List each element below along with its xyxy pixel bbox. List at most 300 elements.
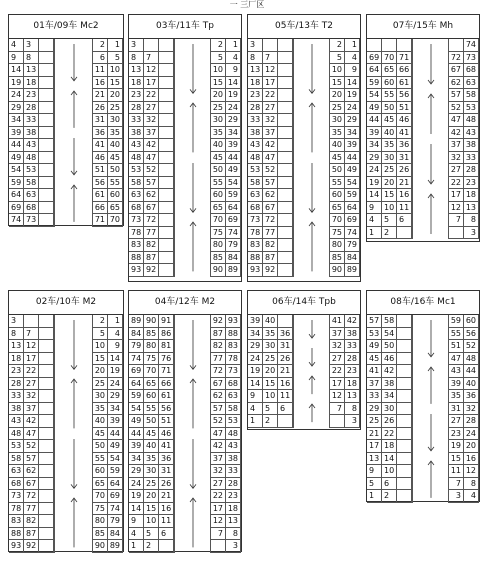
arrow-up-icon [307,402,317,424]
seat-cell: 49 [226,164,241,177]
seat-cell: 19 [129,490,144,503]
seat-cell: 32 [449,152,464,165]
seat-cell [39,465,54,478]
seat-cell: 48 [129,152,144,165]
arrow-up-icon [307,220,317,273]
seat-cell: 62 [211,390,226,403]
seat-cell: 73 [248,214,263,227]
seat-cell: 47 [211,428,226,441]
seat-cell: 42 [263,139,278,152]
seat-cell: 77 [211,353,226,366]
seat-cell [382,39,397,52]
seat-cell: 8 [464,478,479,491]
seat-cell: 51 [159,415,174,428]
seat-cell: 3 [464,227,479,240]
seat-cell: 54 [226,177,241,190]
seat-cell: 61 [93,189,108,202]
seat-cell: 60 [330,189,345,202]
seat-cell: 63 [464,77,479,90]
seat-cell [367,39,382,52]
seat-cell: 24 [248,353,263,366]
seat-cell: 64 [345,202,360,215]
seat-cell: 43 [24,139,39,152]
seat-cell: 20 [144,490,159,503]
seat-cell: 21 [93,89,108,102]
seat-cell: 18 [24,77,39,90]
seat-cell: 44 [108,428,123,441]
seat-cell: 5 [330,52,345,65]
seat-cell: 85 [211,252,226,265]
seat-cell: 23 [226,490,241,503]
seat-cell: 5 [144,528,159,541]
seat-cell: 66 [93,202,108,215]
panel-title: 08车/16车 Mc1 [367,291,479,315]
seat-cell: 24 [9,89,24,102]
seat-cell: 58 [129,177,144,190]
panel-title: 07车/15车 Mh [367,15,479,39]
seat-cell [159,64,174,77]
seat-cell: 48 [464,114,479,127]
seat-cell: 72 [144,214,159,227]
seat-cell: 10 [93,340,108,353]
seat-cell: 58 [226,403,241,416]
seat-cell [159,114,174,127]
seat-cell [330,415,345,428]
seat-cell: 57 [144,177,159,190]
seat-cell: 46 [397,114,412,127]
seat-cell [397,440,412,453]
arrow-up-icon [69,89,79,130]
seat-cell: 45 [211,152,226,165]
seat-cell: 80 [211,239,226,252]
seat-cell: 12 [464,465,479,478]
seat-cell: 28 [129,102,144,115]
seat-cell: 65 [108,202,123,215]
seat-cell: 69 [226,214,241,227]
seat-cell: 13 [367,453,382,466]
seat-cell [39,490,54,503]
seat-cell: 40 [144,440,159,453]
seat-cell: 82 [211,340,226,353]
seat-cell: 54 [345,177,360,190]
seat-cell: 39 [226,139,241,152]
seat-cell: 55 [108,177,123,190]
seat-cell: 51 [449,340,464,353]
seat-cell: 69 [129,365,144,378]
seat-cell: 20 [330,89,345,102]
seat-cell: 12 [330,390,345,403]
seat-cell [39,503,54,516]
seat-cell: 43 [226,440,241,453]
arrow-up-icon [307,374,317,396]
seat-cell: 13 [464,202,479,215]
seat-cell [159,127,174,140]
seat-cell [159,252,174,265]
seat-cell: 60 [93,465,108,478]
seat-cell [39,189,54,202]
seat-cell [159,214,174,227]
seat-cell: 55 [330,177,345,190]
seat-cell [397,428,412,441]
seat-cell [397,403,412,416]
arrow-down-icon [69,42,79,83]
seat-cell [397,227,412,240]
seat-cell: 37 [211,453,226,466]
seat-cell: 70 [144,365,159,378]
seat-cell [159,202,174,215]
seat-cell [278,415,293,428]
seat-cell: 39 [449,378,464,391]
seat-cell [39,127,54,140]
seat-map-panel-05-13 [247,14,361,282]
seat-cell: 73 [24,214,39,227]
seat-cell [39,428,54,441]
seat-cell: 71 [93,214,108,227]
seat-cell: 5 [367,478,382,491]
seat-cell: 62 [449,77,464,90]
seat-cell: 15 [108,77,123,90]
seat-cell [39,89,54,102]
seat-cell: 31 [159,465,174,478]
seat-cell: 27 [144,102,159,115]
seat-cell: 10 [108,64,123,77]
seat-cell: 50 [93,440,108,453]
seat-cell: 3 [449,490,464,503]
seat-cell: 48 [24,152,39,165]
seat-cell: 36 [397,139,412,152]
seat-cell: 73 [129,214,144,227]
seat-cell: 62 [263,189,278,202]
seat-cell: 14 [345,77,360,90]
seat-cell: 57 [263,177,278,190]
seat-cell: 16 [397,189,412,202]
seat-cell: 56 [464,328,479,341]
arrow-down-icon [188,42,198,95]
arrow-up-icon [426,365,436,406]
seat-cell: 24 [345,102,360,115]
seat-cell: 44 [367,114,382,127]
seat-cell: 72 [263,214,278,227]
seat-cell: 40 [464,378,479,391]
seat-cell: 48 [9,428,24,441]
seat-cell: 31 [449,403,464,416]
seat-cell: 72 [24,490,39,503]
seat-cell: 84 [108,528,123,541]
seat-cell: 35 [211,127,226,140]
seat-cell: 68 [226,378,241,391]
seat-cell: 41 [367,365,382,378]
seat-cell: 42 [449,127,464,140]
seat-cell: 48 [226,428,241,441]
seat-cell: 35 [144,453,159,466]
seat-cell: 8 [129,52,144,65]
seat-cell: 33 [345,340,360,353]
seat-cell: 29 [108,390,123,403]
seat-cell: 9 [367,202,382,215]
seat-cell: 7 [449,214,464,227]
seat-cell [39,152,54,165]
seat-cell: 56 [93,177,108,190]
seat-cell: 23 [464,177,479,190]
seat-cell [39,403,54,416]
seat-cell: 2 [382,227,397,240]
seat-cell: 27 [449,164,464,177]
seat-cell: 58 [464,89,479,102]
seat-cell: 82 [144,239,159,252]
seat-cell: 13 [226,515,241,528]
seat-map-panel-04-12 [128,290,242,552]
seat-cell: 6 [159,528,174,541]
seat-cell: 49 [108,440,123,453]
page-title: 一 三厂区 [229,0,265,9]
seat-cell: 90 [330,264,345,277]
arrow-down-icon [307,346,317,368]
seat-cell: 10 [330,64,345,77]
seat-cell [397,39,412,52]
seat-cell: 56 [397,89,412,102]
seat-cell: 66 [397,64,412,77]
seat-cell: 54 [129,403,144,416]
seat-cell: 4 [345,52,360,65]
seat-cell: 55 [144,403,159,416]
seat-cell: 13 [9,340,24,353]
seat-cell: 20 [382,177,397,190]
arrow-down-icon [307,161,317,214]
seat-cell: 60 [144,390,159,403]
seat-cell: 84 [345,252,360,265]
seat-cell: 17 [24,353,39,366]
seat-cell: 3 [248,39,263,52]
seat-cell: 85 [330,252,345,265]
seat-cell: 30 [93,390,108,403]
arrow-up-icon [426,459,436,500]
seat-cell: 93 [248,264,263,277]
seat-cell: 63 [129,189,144,202]
seat-cell: 58 [9,453,24,466]
seat-cell: 10 [211,64,226,77]
seat-cell: 27 [449,415,464,428]
seat-cell: 25 [144,478,159,491]
seat-cell: 79 [345,239,360,252]
seat-cell [39,378,54,391]
seat-cell: 64 [226,202,241,215]
seat-cell: 69 [108,490,123,503]
seat-cell [39,177,54,190]
seat-cell: 52 [24,440,39,453]
seat-cell: 85 [144,328,159,341]
seat-cell: 12 [263,64,278,77]
arrow-down-icon [69,437,79,490]
seat-cell: 25 [93,378,108,391]
seat-cell: 34 [248,328,263,341]
seat-cell: 1 [108,39,123,52]
seat-cell: 70 [108,214,123,227]
seat-cell: 78 [9,503,24,516]
seat-cell: 22 [263,89,278,102]
seat-cell: 12 [144,64,159,77]
seat-cell [397,390,412,403]
seat-cell: 93 [9,540,24,553]
seat-cell: 20 [263,365,278,378]
seat-cell [39,440,54,453]
seat-cell: 25 [108,102,123,115]
seat-cell: 44 [464,365,479,378]
seat-cell: 11 [278,390,293,403]
seat-cell: 19 [108,365,123,378]
seat-cell: 63 [226,390,241,403]
seat-cell: 50 [211,164,226,177]
seat-cell: 48 [248,152,263,165]
seat-cell: 60 [108,189,123,202]
seat-cell: 79 [226,239,241,252]
seat-cell: 8 [24,52,39,65]
seat-cell: 7 [24,328,39,341]
seat-cell: 23 [129,89,144,102]
seat-cell: 25 [382,164,397,177]
seat-cell: 34 [382,390,397,403]
seat-cell: 45 [382,114,397,127]
seat-cell [39,52,54,65]
seat-cell: 77 [24,503,39,516]
seat-cell: 74 [108,503,123,516]
seat-cell [397,478,412,491]
seat-cell: 34 [367,139,382,152]
seat-cell: 17 [144,77,159,90]
seat-cell: 64 [129,378,144,391]
seat-cell: 15 [144,503,159,516]
seat-cell: 20 [464,440,479,453]
seat-cell: 38 [382,378,397,391]
seat-cell: 10 [263,390,278,403]
seat-cell: 5 [211,52,226,65]
seat-cell: 10 [382,202,397,215]
seat-cell [397,415,412,428]
seat-cell: 3 [9,315,24,328]
seat-cell: 32 [263,114,278,127]
seat-cell: 30 [382,403,397,416]
seat-cell: 67 [144,202,159,215]
seat-cell: 1 [367,490,382,503]
seat-cell [159,264,174,277]
seat-cell: 26 [278,353,293,366]
seat-cell: 14 [108,353,123,366]
seat-cell: 19 [9,77,24,90]
seat-cell: 2 [211,39,226,52]
seat-cell [144,39,159,52]
seat-cell: 40 [108,139,123,152]
seat-cell: 34 [9,114,24,127]
seat-cell: 49 [129,415,144,428]
seat-cell: 72 [449,52,464,65]
seat-cell: 31 [278,340,293,353]
seat-cell: 4 [248,403,263,416]
seat-cell: 74 [226,227,241,240]
seat-cell: 61 [397,77,412,90]
arrow-down-icon [426,142,436,186]
seat-cell: 46 [93,152,108,165]
arrow-down-icon [307,318,317,340]
seat-cell: 16 [159,503,174,516]
seat-cell [39,453,54,466]
seat-cell: 9 [345,64,360,77]
seat-cell: 29 [345,114,360,127]
seat-cell: 79 [108,515,123,528]
seat-cell: 35 [449,390,464,403]
seat-cell: 50 [382,102,397,115]
seat-cell [159,52,174,65]
seat-cell: 3 [345,415,360,428]
seat-cell: 51 [93,164,108,177]
seat-cell: 4 [226,52,241,65]
arrow-up-icon [188,496,198,549]
seat-cell: 20 [108,89,123,102]
seat-cell: 2 [93,315,108,328]
seat-cell: 77 [263,227,278,240]
seat-cell: 29 [226,114,241,127]
seat-cell: 7 [449,478,464,491]
seat-cell: 4 [464,490,479,503]
seat-cell: 45 [93,428,108,441]
seat-cell: 42 [345,315,360,328]
seat-cell [159,177,174,190]
seat-cell: 59 [129,390,144,403]
seat-cell: 3 [129,39,144,52]
seat-cell: 37 [263,127,278,140]
seat-cell: 19 [226,89,241,102]
seat-cell: 47 [24,428,39,441]
seat-cell: 30 [382,152,397,165]
seat-cell: 55 [382,89,397,102]
arrow-up-icon [307,101,317,154]
seat-cell: 13 [248,64,263,77]
seat-cell: 28 [24,102,39,115]
seat-cell: 89 [226,264,241,277]
seat-cell: 84 [129,328,144,341]
seat-cell: 19 [248,365,263,378]
seat-cell: 89 [345,264,360,277]
seat-cell: 64 [108,478,123,491]
seat-cell [39,353,54,366]
seat-cell: 8 [248,52,263,65]
seat-cell: 40 [330,139,345,152]
seat-cell: 6 [382,478,397,491]
seat-cell [39,102,54,115]
seat-cell: 53 [248,164,263,177]
seat-cell: 87 [211,328,226,341]
seat-cell: 29 [9,102,24,115]
seat-cell [39,528,54,541]
seat-cell: 65 [330,202,345,215]
seat-cell [39,540,54,553]
seat-cell: 11 [93,64,108,77]
seat-cell: 58 [248,177,263,190]
seat-cell: 27 [24,378,39,391]
seat-cell: 23 [345,365,360,378]
seat-cell: 42 [144,139,159,152]
panel-title: 04车/12车 M2 [129,291,241,315]
seat-cell: 70 [330,214,345,227]
seat-cell: 38 [226,453,241,466]
seat-cell: 25 [330,102,345,115]
seat-cell: 78 [129,227,144,240]
seat-cell: 9 [108,340,123,353]
seat-cell: 68 [464,64,479,77]
seat-cell: 70 [93,490,108,503]
seat-cell: 58 [382,315,397,328]
seat-cell: 70 [382,52,397,65]
seat-cell: 10 [144,515,159,528]
seat-cell [397,378,412,391]
